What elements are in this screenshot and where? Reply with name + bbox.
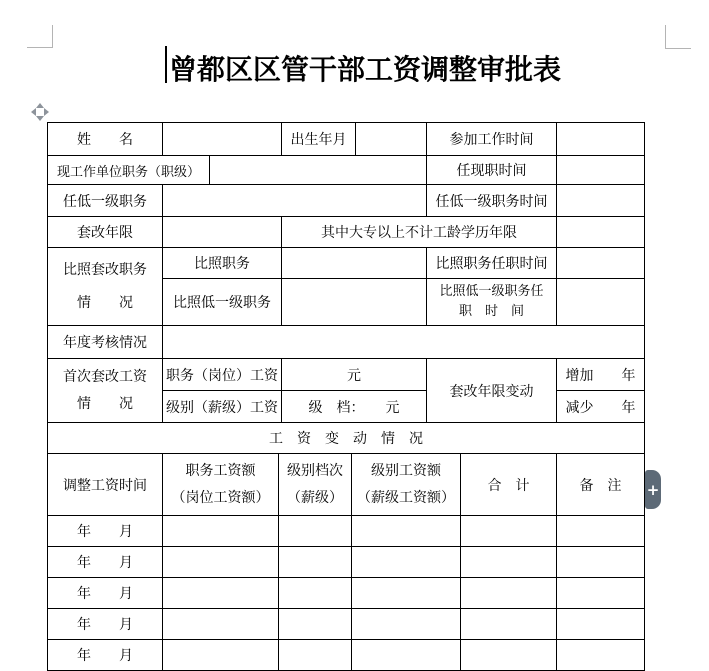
lower-position-value-cell[interactable]: [163, 185, 427, 217]
post-salary-value-cell[interactable]: [282, 359, 427, 391]
lower-position-time-value-cell[interactable]: [557, 185, 645, 217]
total-header-label: 合 计: [487, 477, 530, 494]
compare-reform-group: [48, 248, 645, 326]
total-header-cell: [461, 454, 557, 516]
annual-review-label: 年度考核情况: [63, 335, 147, 351]
insert-plus-icon[interactable]: +: [645, 470, 661, 509]
table-row: [48, 423, 645, 454]
table-row: [163, 391, 427, 423]
compare-position-label-cell: [163, 248, 282, 279]
reform-years-change-rows: [557, 359, 645, 423]
post-salary-amount-header-cell: [163, 454, 279, 516]
post-salary-amount-input-cell[interactable]: [163, 640, 279, 671]
join-work-time-label-cell: [427, 123, 557, 156]
current-position-time-label-cell: [427, 156, 557, 185]
post-salary-amount-input-cell[interactable]: [163, 609, 279, 640]
reform-years-change-label: 套改年限变动: [449, 383, 534, 400]
year-month-cell[interactable]: [48, 516, 163, 547]
year-month-cell[interactable]: [48, 640, 163, 671]
table-header-row: [48, 454, 645, 516]
year-month-cell[interactable]: [48, 547, 163, 578]
grade-salary-amount-input-cell[interactable]: [352, 516, 461, 547]
name-value-cell[interactable]: [163, 123, 282, 156]
grade-level-input-cell[interactable]: [279, 609, 352, 640]
grade-salary-label-cell: [163, 391, 282, 423]
adjust-time-header-label: 调整工资时间: [63, 477, 147, 494]
total-input-cell[interactable]: [461, 578, 557, 609]
education-years-value-cell[interactable]: [557, 217, 645, 248]
table-row: [48, 156, 645, 185]
adjust-time-header-cell: [48, 454, 163, 516]
grade-salary-amount-input-cell[interactable]: [352, 609, 461, 640]
grade-salary-amount-input-cell[interactable]: [352, 640, 461, 671]
lower-position-label: 任低一级职务: [63, 193, 147, 210]
year-month-cell[interactable]: [48, 578, 163, 609]
compare-group-label-line2: 情 况: [77, 294, 133, 311]
remarks-input-cell[interactable]: [557, 640, 645, 671]
grade-salary-amount-header-cell: [352, 454, 461, 516]
page-title[interactable]: 曾都区区管干部工资调整审批表: [169, 53, 562, 86]
grade-level-input-cell[interactable]: [279, 640, 352, 671]
lower-position-time-label: 任低一级职务时间: [435, 193, 548, 210]
compare-lower-time-label-cell: [427, 279, 557, 326]
grade-level-header-cell: [279, 454, 352, 516]
text-cursor: [165, 46, 167, 83]
salary-change-data-row: [48, 609, 645, 640]
decrease-year-cell[interactable]: [557, 391, 645, 423]
compare-lower-time-value-cell[interactable]: [557, 279, 645, 326]
annual-review-label-cell: [48, 326, 163, 359]
salary-change-data-row: [48, 640, 645, 671]
year-month-cell[interactable]: [48, 609, 163, 640]
current-unit-position-label: 现工作单位职务（职级）: [56, 164, 200, 180]
compare-lower-position-label-cell: [163, 279, 282, 326]
first-reform-label-cell: [48, 359, 163, 423]
salary-change-header-label: 工 资 变 动 情 况: [269, 431, 423, 447]
year-month-label: 年 月: [77, 648, 133, 664]
table-move-handle-icon[interactable]: [31, 103, 49, 121]
table-row: [163, 359, 427, 391]
join-work-time-value-cell[interactable]: [557, 123, 645, 156]
current-position-time-value-cell[interactable]: [557, 156, 645, 185]
grade-salary-label: 级别（薪级）工资: [166, 399, 278, 416]
compare-position-value-cell[interactable]: [282, 248, 427, 279]
birth-value-cell[interactable]: [356, 123, 427, 156]
table-row: [163, 248, 645, 279]
join-work-time-label: 参加工作时间: [449, 132, 534, 148]
lower-position-time-label-cell: [427, 185, 557, 217]
compare-group-rows: [163, 248, 645, 326]
page-corner-mark-top-left: [27, 25, 53, 48]
compare-lower-time-label-line2: 职 时 间: [458, 304, 524, 319]
total-input-cell[interactable]: [461, 609, 557, 640]
current-unit-position-value-cell[interactable]: [210, 156, 427, 185]
education-years-label: 其中大专以上不计工龄学历年限: [321, 225, 517, 241]
post-salary-amount-input-cell[interactable]: [163, 516, 279, 547]
grade-salary-amount-header-line2: （薪级工资额）: [357, 490, 455, 506]
compare-position-label: 比照职务: [194, 256, 250, 272]
year-month-label: 年 月: [77, 555, 133, 571]
compare-lower-time-label-line1: 比照低一级职务任: [439, 284, 544, 299]
first-reform-rows: [163, 359, 427, 423]
approval-form-table: [47, 122, 645, 671]
grade-level-input-cell[interactable]: [279, 547, 352, 578]
post-salary-label-cell: [163, 359, 282, 391]
remarks-input-cell[interactable]: [557, 578, 645, 609]
grade-salary-amount-input-cell[interactable]: [352, 578, 461, 609]
year-month-label: 年 月: [77, 524, 133, 540]
post-salary-label: 职务（岗位）工资: [166, 367, 278, 384]
remarks-input-cell[interactable]: [557, 547, 645, 578]
year-month-label: 年 月: [77, 586, 133, 602]
current-unit-position-label-cell: [48, 156, 210, 185]
reform-years-change-label-cell: [427, 359, 557, 423]
grade-level-header-line1: 级别档次: [287, 463, 343, 479]
remarks-input-cell[interactable]: [557, 516, 645, 547]
remarks-header-cell: [557, 454, 645, 516]
compare-group-label-line1: 比照套改职务: [63, 262, 147, 279]
name-label-cell: [48, 123, 163, 156]
year-month-label: 年 月: [77, 617, 133, 633]
reform-years-label: 套改年限: [77, 225, 133, 241]
grade-step-yuan-label: 级 档： 元: [308, 399, 400, 416]
grade-level-input-cell[interactable]: [279, 516, 352, 547]
table-row: [48, 217, 645, 248]
increase-year-cell[interactable]: [557, 359, 645, 391]
compare-group-label-cell: [48, 248, 163, 326]
table-row: [48, 326, 645, 359]
first-reform-label-line1: 首次套改工资: [63, 368, 147, 385]
first-reform-group: [48, 359, 645, 423]
total-input-cell[interactable]: [461, 640, 557, 671]
table-row: [48, 185, 645, 217]
salary-change-header-cell: [48, 423, 645, 454]
first-reform-label-line2: 情 况: [77, 396, 133, 413]
reform-years-label-cell: [48, 217, 163, 248]
yuan-label: 元: [347, 367, 361, 384]
post-salary-amount-input-cell[interactable]: [163, 547, 279, 578]
post-salary-amount-header-line2: （岗位工资额）: [171, 490, 270, 506]
birth-label-cell: [282, 123, 356, 156]
salary-change-data-row: [48, 516, 645, 547]
table-row: [48, 123, 645, 156]
post-salary-amount-input-cell[interactable]: [163, 578, 279, 609]
salary-change-data-row: [48, 578, 645, 609]
table-row: [163, 279, 645, 326]
total-input-cell[interactable]: [461, 547, 557, 578]
grade-salary-amount-header-line1: 级别工资额: [371, 463, 441, 479]
grade-salary-amount-input-cell[interactable]: [352, 547, 461, 578]
remarks-header-label: 备 注: [579, 477, 622, 494]
compare-lower-position-value-cell[interactable]: [282, 279, 427, 326]
decrease-year-label: 减少 年: [565, 399, 636, 416]
compare-lower-position-label: 比照低一级职务: [173, 295, 271, 311]
reform-years-value-cell[interactable]: [163, 217, 282, 248]
total-input-cell[interactable]: [461, 516, 557, 547]
grade-level-input-cell[interactable]: [279, 578, 352, 609]
compare-position-time-value-cell[interactable]: [557, 248, 645, 279]
compare-position-time-label-cell: [427, 248, 557, 279]
grade-salary-value-cell[interactable]: [282, 391, 427, 423]
education-years-label-cell: [282, 217, 557, 248]
increase-year-label: 增加 年: [565, 367, 636, 384]
remarks-input-cell[interactable]: [557, 609, 645, 640]
page-corner-mark-top-right: [665, 25, 691, 49]
compare-position-time-label: 比照职务任职时间: [435, 256, 548, 272]
salary-change-data-row: [48, 547, 645, 578]
annual-review-value-cell[interactable]: [163, 326, 645, 359]
grade-level-header-line2: （薪级）: [287, 490, 343, 506]
name-label: 姓 名: [77, 132, 133, 148]
lower-position-label-cell: [48, 185, 163, 217]
post-salary-amount-header-line1: 职务工资额: [185, 463, 256, 479]
current-position-time-label: 任现职时间: [456, 163, 527, 179]
birth-label: 出生年月: [290, 132, 347, 148]
